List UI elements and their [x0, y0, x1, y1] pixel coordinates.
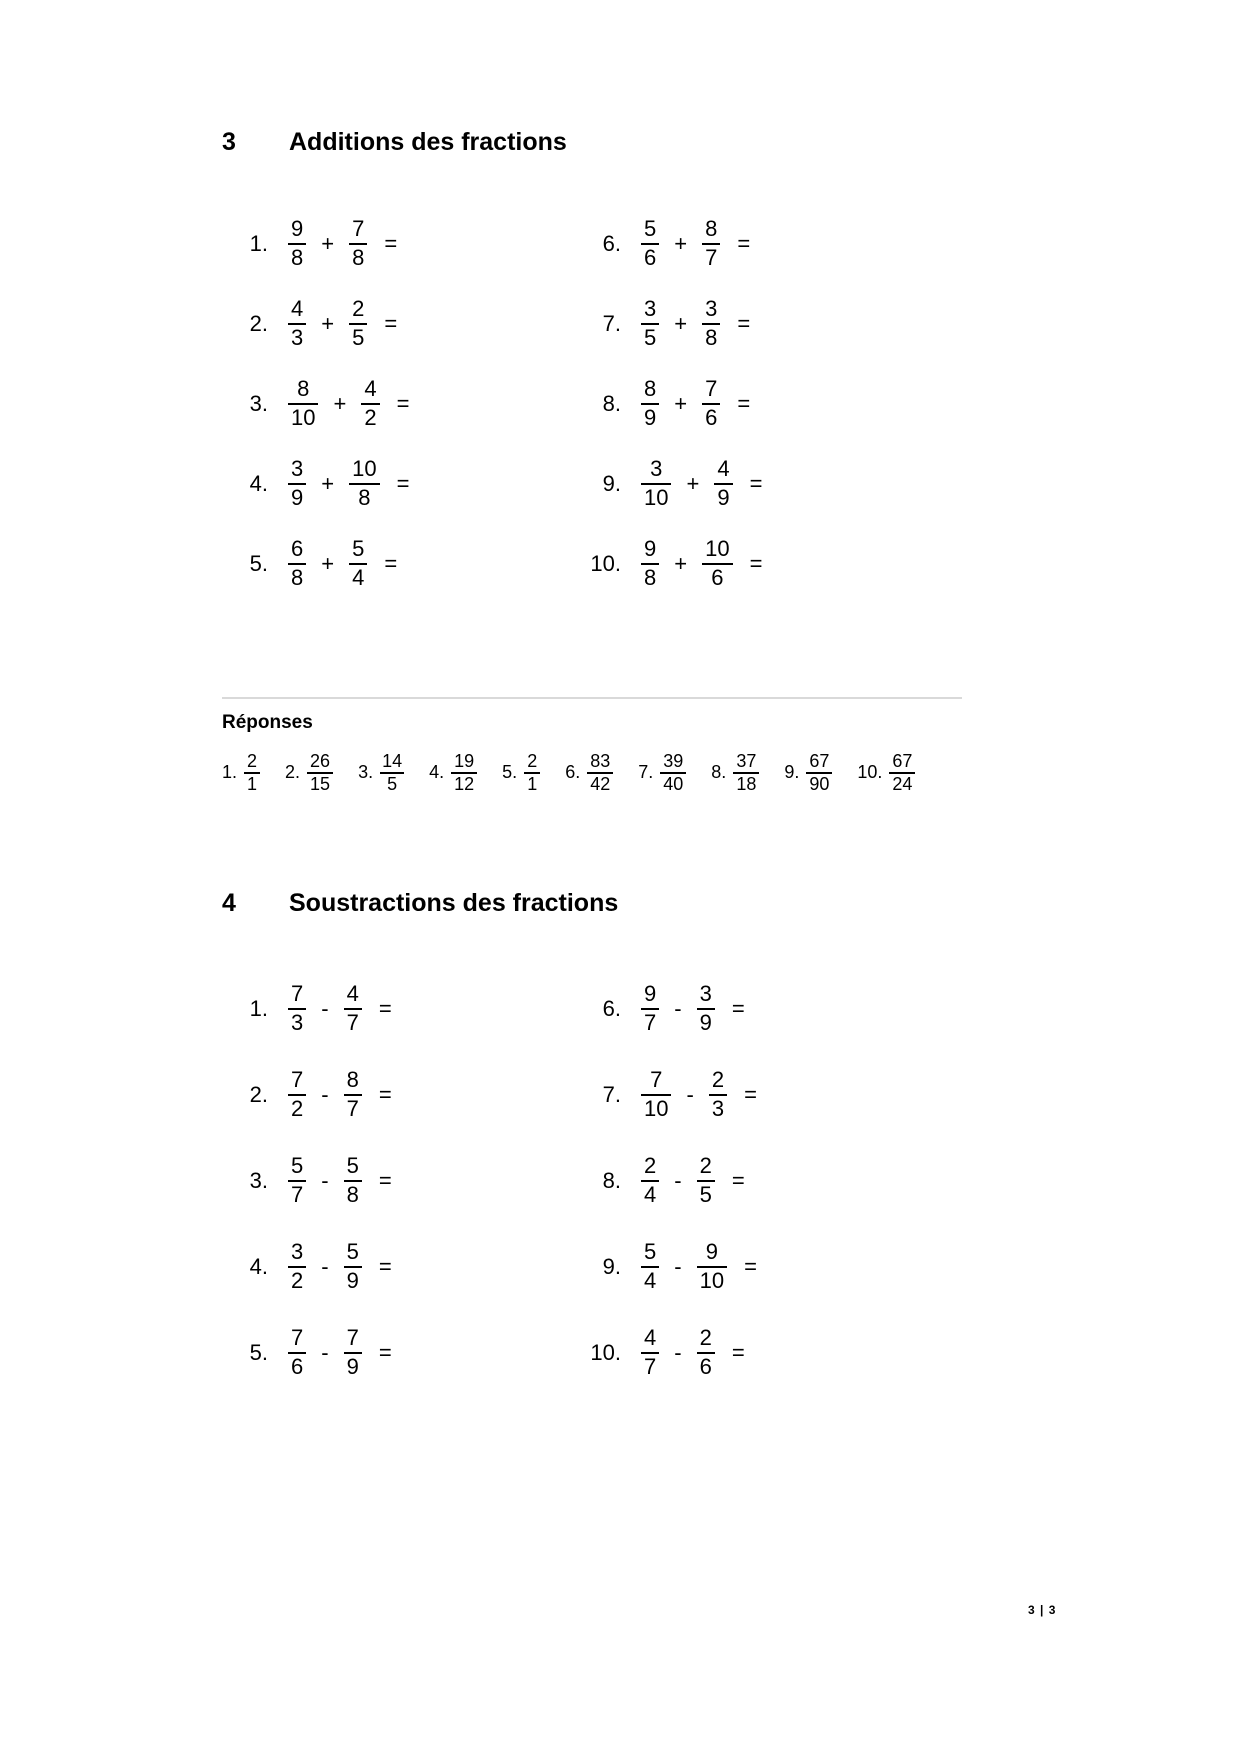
fraction [641, 1326, 659, 1379]
problem [222, 215, 575, 273]
fraction-numerator: 5 [288, 1154, 306, 1182]
fraction [641, 297, 659, 350]
minus-operator: - [321, 995, 329, 1021]
answer-fraction [380, 752, 404, 794]
fraction [697, 982, 715, 1035]
fraction [288, 377, 318, 430]
fraction-denominator: 9 [717, 485, 730, 510]
fraction-numerator: 2 [709, 1068, 727, 1096]
fraction-numerator: 8 [702, 217, 720, 245]
problem-number: 6. [602, 231, 621, 256]
answers-heading: Réponses [222, 712, 313, 733]
minus-operator: - [686, 1081, 694, 1107]
fraction-denominator: 7 [644, 1353, 657, 1379]
problem [222, 980, 575, 1038]
fraction [344, 1326, 362, 1379]
equals-sign: = [731, 1167, 745, 1193]
fraction-numerator: 3 [288, 1240, 306, 1268]
answer-item [857, 752, 915, 794]
answer-number: 7. [638, 762, 654, 783]
answer-fraction [307, 752, 333, 794]
fraction-denominator: 42 [590, 773, 611, 794]
section-heading [222, 889, 982, 918]
equals-sign: = [378, 995, 392, 1021]
problem-number: 3. [249, 391, 268, 416]
fraction [641, 537, 659, 590]
fraction-denominator: 2 [364, 405, 377, 430]
minus-operator: - [321, 1339, 329, 1365]
problem-number: 9. [602, 471, 621, 496]
equals-sign: = [737, 311, 751, 336]
answer-item [784, 752, 832, 794]
problem-number: 1. [249, 995, 268, 1021]
fraction [641, 1240, 659, 1293]
minus-operator: - [674, 1339, 682, 1365]
plus-operator: + [674, 551, 688, 576]
fraction-numerator: 9 [641, 982, 659, 1010]
fraction [288, 1326, 306, 1379]
problems-grid [222, 215, 982, 593]
answer-number: 10. [857, 762, 883, 783]
problem [575, 535, 982, 593]
fraction [641, 982, 659, 1035]
fraction-denominator: 9 [644, 405, 657, 430]
fraction-denominator: 8 [352, 245, 365, 270]
fraction-denominator: 4 [644, 1181, 657, 1207]
equals-sign: = [384, 231, 398, 256]
fraction-denominator: 10 [699, 1267, 725, 1293]
fraction-numerator: 8 [288, 377, 318, 405]
fraction [697, 1326, 715, 1379]
fraction-denominator: 6 [291, 1353, 304, 1379]
fraction-numerator: 9 [697, 1240, 727, 1268]
problem-number: 8. [602, 391, 621, 416]
fraction [702, 377, 720, 430]
problem [222, 295, 575, 353]
equals-sign: = [378, 1081, 392, 1107]
problem [222, 1066, 575, 1124]
plus-operator: + [321, 311, 335, 336]
problem-number: 10. [590, 551, 621, 576]
problem-number: 9. [602, 1253, 621, 1279]
fraction [344, 1068, 362, 1121]
answer-item [711, 752, 759, 794]
fraction-denominator: 8 [291, 565, 304, 590]
fraction-numerator: 39 [660, 752, 686, 774]
fraction-denominator: 5 [644, 325, 657, 350]
plus-operator: + [686, 471, 700, 496]
fraction-numerator: 4 [288, 297, 306, 325]
fraction-denominator: 10 [644, 1095, 669, 1121]
fraction-numerator: 7 [349, 217, 367, 245]
fraction-numerator: 3 [641, 297, 659, 325]
answer-fraction [660, 752, 686, 794]
fraction-denominator: 4 [352, 565, 365, 590]
plus-operator: + [333, 391, 347, 416]
equals-sign: = [731, 995, 745, 1021]
fraction-denominator: 6 [711, 565, 724, 590]
fraction-denominator: 2 [291, 1267, 304, 1293]
fraction-denominator: 7 [705, 245, 718, 270]
minus-operator: - [674, 1167, 682, 1193]
fraction [288, 1068, 306, 1121]
fraction-denominator: 7 [291, 1181, 304, 1207]
fraction-numerator: 4 [641, 1326, 659, 1354]
fraction-denominator: 8 [358, 485, 371, 510]
fraction [697, 1240, 727, 1293]
fraction-numerator: 2 [524, 752, 540, 774]
answer-item [638, 752, 686, 794]
fraction [288, 1154, 306, 1207]
answer-number: 6. [565, 762, 581, 783]
fraction-numerator: 9 [641, 537, 659, 565]
fraction [349, 217, 367, 270]
fraction-denominator: 9 [346, 1267, 359, 1293]
fraction-denominator: 7 [346, 1095, 359, 1121]
problem [575, 1066, 982, 1124]
answer-number: 5. [502, 762, 518, 783]
fraction-numerator: 2 [697, 1326, 715, 1354]
fraction-numerator: 3 [697, 982, 715, 1010]
answer-item [358, 752, 404, 794]
fraction-numerator: 9 [288, 217, 306, 245]
fraction-numerator: 8 [641, 377, 659, 405]
fraction [697, 1154, 715, 1207]
fraction [709, 1068, 727, 1121]
fraction-denominator: 18 [736, 773, 757, 794]
equals-sign: = [744, 1253, 757, 1279]
fraction-numerator: 7 [344, 1326, 362, 1354]
fraction-numerator: 7 [288, 1326, 306, 1354]
equals-sign: = [737, 391, 751, 416]
problem [575, 455, 982, 513]
fraction-denominator: 8 [644, 565, 657, 590]
divider [222, 697, 962, 699]
fraction-denominator: 2 [291, 1095, 304, 1121]
fraction-numerator: 5 [344, 1240, 362, 1268]
equals-sign: = [737, 231, 751, 256]
answers-block [222, 697, 982, 794]
fraction [288, 1240, 306, 1293]
problem-number: 4. [249, 471, 268, 496]
answer-item [565, 752, 613, 794]
problem [575, 1238, 982, 1296]
equals-sign: = [378, 1339, 392, 1365]
problem [222, 1238, 575, 1296]
fraction-numerator: 67 [806, 752, 832, 774]
fraction [288, 537, 306, 590]
answer-item [429, 752, 477, 794]
fraction [641, 217, 659, 270]
fraction-denominator: 12 [454, 773, 475, 794]
fraction-numerator: 4 [361, 377, 379, 405]
fraction-numerator: 8 [344, 1068, 362, 1096]
equals-sign: = [744, 1081, 757, 1107]
answers-row [222, 752, 982, 794]
fraction-denominator: 9 [699, 1009, 712, 1035]
equals-sign: = [378, 1167, 392, 1193]
answer-item [285, 752, 333, 794]
problem [222, 1152, 575, 1210]
fraction-denominator: 40 [663, 773, 684, 794]
problem [575, 375, 982, 433]
answer-fraction [451, 752, 477, 794]
equals-sign: = [396, 391, 410, 416]
fraction-numerator: 2 [697, 1154, 715, 1182]
plus-operator: + [321, 551, 335, 576]
problem-number: 8. [602, 1167, 621, 1193]
minus-operator: - [321, 1081, 329, 1107]
fraction-denominator: 8 [346, 1181, 359, 1207]
fraction-denominator: 3 [291, 1009, 304, 1035]
fraction-numerator: 2 [349, 297, 367, 325]
section-number: 3 [222, 128, 236, 156]
problem-number: 7. [602, 1081, 621, 1107]
equals-sign: = [731, 1339, 745, 1365]
fraction [288, 217, 306, 270]
problem [222, 455, 575, 513]
minus-operator: - [674, 1253, 682, 1279]
fraction [641, 457, 671, 510]
problem [575, 215, 982, 273]
equals-sign: = [378, 1253, 392, 1279]
equals-sign: = [384, 311, 398, 336]
answer-fraction [889, 752, 915, 794]
fraction-denominator: 6 [644, 245, 657, 270]
worksheet-content [222, 128, 982, 1382]
fraction-denominator: 7 [644, 1009, 657, 1035]
problem-number: 7. [602, 311, 621, 336]
fraction [641, 1154, 659, 1207]
fraction [349, 297, 367, 350]
equals-sign: = [396, 471, 410, 496]
minus-operator: - [321, 1253, 329, 1279]
fraction [702, 537, 732, 590]
fraction-numerator: 7 [641, 1068, 671, 1096]
fraction-numerator: 2 [244, 752, 260, 774]
fraction-denominator: 10 [644, 485, 669, 510]
fraction-numerator: 10 [702, 537, 732, 565]
fraction [714, 457, 732, 510]
fraction [349, 537, 367, 590]
section-title: Soustractions des fractions [289, 888, 619, 917]
answer-item [502, 752, 540, 794]
fraction-numerator: 37 [733, 752, 759, 774]
fraction-numerator: 10 [349, 457, 379, 485]
fraction [702, 217, 720, 270]
page-number: 3 | 3 [1028, 1603, 1057, 1617]
fraction-denominator: 3 [711, 1095, 725, 1121]
fraction-numerator: 67 [889, 752, 915, 774]
fraction-denominator: 3 [291, 325, 304, 350]
problem-number: 5. [249, 551, 268, 576]
fraction-numerator: 7 [702, 377, 720, 405]
fraction [349, 457, 379, 510]
answer-fraction [733, 752, 759, 794]
fraction [288, 457, 306, 510]
fraction-numerator: 14 [380, 752, 404, 774]
fraction-denominator: 6 [705, 405, 718, 430]
section-number: 4 [222, 888, 236, 917]
fraction-denominator: 5 [387, 773, 398, 794]
fraction-numerator: 3 [641, 457, 671, 485]
fraction-denominator: 6 [699, 1353, 712, 1379]
fraction-denominator: 7 [346, 1009, 359, 1035]
minus-operator: - [674, 995, 682, 1021]
fraction-numerator: 5 [344, 1154, 362, 1182]
fraction-denominator: 90 [809, 773, 830, 794]
fraction [641, 1068, 671, 1121]
problem [575, 295, 982, 353]
plus-operator: + [674, 391, 688, 416]
plus-operator: + [321, 471, 335, 496]
problem [222, 535, 575, 593]
fraction [344, 1154, 362, 1207]
problem-number: 3. [249, 1167, 268, 1193]
fraction-denominator: 1 [527, 773, 538, 794]
answer-number: 3. [358, 762, 374, 783]
fraction-denominator: 5 [699, 1181, 712, 1207]
fraction [702, 297, 720, 350]
section-title: Additions des fractions [289, 128, 567, 156]
problem [575, 980, 982, 1038]
minus-operator: - [321, 1167, 329, 1193]
answer-fraction [524, 752, 540, 794]
plus-operator: + [674, 311, 688, 336]
fraction-denominator: 24 [892, 773, 913, 794]
fraction-numerator: 6 [288, 537, 306, 565]
fraction-denominator: 9 [291, 485, 304, 510]
problem [575, 1152, 982, 1210]
problem-number: 6. [602, 995, 621, 1021]
fraction [288, 982, 306, 1035]
plus-operator: + [674, 231, 688, 256]
answer-number: 9. [784, 762, 800, 783]
fraction-numerator: 4 [344, 982, 362, 1010]
equals-sign: = [384, 551, 398, 576]
answer-fraction [244, 752, 260, 794]
answer-number: 8. [711, 762, 727, 783]
problems-grid [222, 980, 982, 1382]
answer-number: 2. [285, 762, 301, 783]
fraction-numerator: 7 [288, 982, 306, 1010]
problem-number: 5. [249, 1339, 268, 1365]
fraction-numerator: 26 [307, 752, 333, 774]
fraction-numerator: 83 [587, 752, 613, 774]
equals-sign: = [749, 551, 763, 576]
problem-number: 10. [590, 1339, 621, 1365]
problem-number: 4. [249, 1253, 268, 1279]
problem [222, 1324, 575, 1382]
fraction-denominator: 8 [291, 245, 304, 270]
equals-sign: = [749, 471, 763, 496]
fraction [288, 297, 306, 350]
fraction-numerator: 5 [349, 537, 367, 565]
fraction-numerator: 5 [641, 217, 659, 245]
fraction-denominator: 1 [247, 773, 258, 794]
section-4 [222, 889, 982, 1382]
fraction-numerator: 5 [641, 1240, 659, 1268]
fraction-denominator: 5 [352, 325, 365, 350]
fraction-numerator: 3 [702, 297, 720, 325]
answer-fraction [806, 752, 832, 794]
fraction-numerator: 4 [714, 457, 732, 485]
fraction-denominator: 9 [346, 1353, 359, 1379]
problem [575, 1324, 982, 1382]
problem-number: 2. [249, 311, 268, 336]
fraction-numerator: 2 [641, 1154, 659, 1182]
fraction-denominator: 4 [644, 1267, 657, 1293]
fraction-denominator: 8 [705, 325, 718, 350]
fraction-numerator: 3 [288, 457, 306, 485]
problem-number: 1. [249, 231, 268, 256]
problem [222, 375, 575, 433]
fraction-denominator: 10 [291, 405, 316, 430]
fraction-numerator: 7 [288, 1068, 306, 1096]
fraction-denominator: 15 [310, 773, 331, 794]
problem-number: 2. [249, 1081, 268, 1107]
fraction [344, 1240, 362, 1293]
plus-operator: + [321, 231, 335, 256]
fraction [641, 377, 659, 430]
answer-fraction [587, 752, 613, 794]
section-3 [222, 128, 982, 794]
answer-number: 1. [222, 762, 238, 783]
answer-item [222, 752, 260, 794]
fraction-numerator: 19 [451, 752, 477, 774]
section-heading [222, 128, 982, 157]
answer-number: 4. [429, 762, 445, 783]
fraction [361, 377, 379, 430]
fraction [344, 982, 362, 1035]
